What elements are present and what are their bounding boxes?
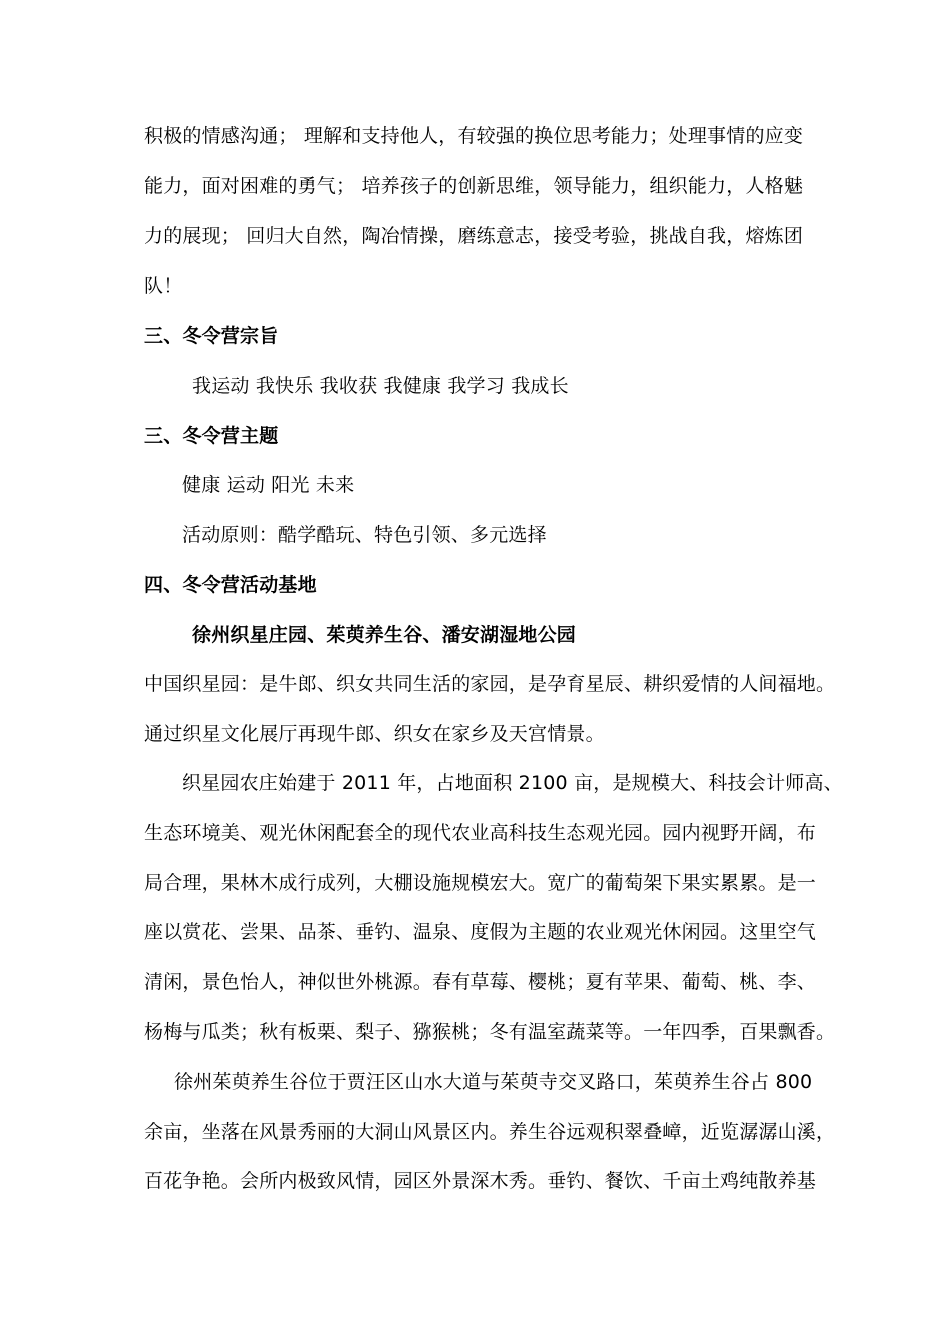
activity-principle: 活动原则：酷学酷玩、特色引领、多元选择 xyxy=(182,524,547,546)
base-line-4: 生态环境美、观光休闲配套全的现代农业高科技生态观光园。园内视野开阔，布 xyxy=(144,822,817,844)
theme-text: 健康 运动 阳光 未来 xyxy=(182,474,355,496)
base-line-7: 清闲，景色怡人，神似世外桃源。春有草莓、樱桃；夏有苹果、葡萄、桃、李、 xyxy=(144,971,817,993)
base-line-2: 通过织星文化展厅再现牛郎、织女在家乡及天宫情景。 xyxy=(144,723,605,745)
base-line-11: 百花争艳。会所内极致风情，园区外景深木秀。垂钓、餐饮、千亩土鸡纯散养基 xyxy=(144,1170,817,1192)
intro-line-1: 积极的情感沟通； 理解和支持他人，有较强的换位思考能力；处理事情的应变 xyxy=(144,125,804,147)
theme-heading: 三、冬令营主题 xyxy=(144,425,279,447)
intro-line-2: 能力，面对困难的勇气； 培养孩子的创新思维，领导能力，组织能力，人格魅 xyxy=(144,175,804,197)
base-line-5: 局合理，果林木成行成列，大棚设施规模宏大。宽广的葡萄架下果实累累。是一 xyxy=(144,872,817,894)
base-line-10: 余亩，坐落在风景秀丽的大洞山风景区内。养生谷远观积翠叠嶂，近览潺潺山溪， xyxy=(144,1121,836,1143)
base-subheading: 徐州织星庄园、茱萸养生谷、潘安湖湿地公园 xyxy=(192,624,577,646)
base-heading: 四、冬令营活动基地 xyxy=(144,574,317,596)
purpose-text: 我运动 我快乐 我收获 我健康 我学习 我成长 xyxy=(192,375,569,397)
purpose-heading: 三、冬令营宗旨 xyxy=(144,325,279,347)
intro-line-4: 队！ xyxy=(144,275,183,297)
base-line-3: 织星园农庄始建于 2011 年，占地面积 2100 亩，是规模大、科技会计师高、 xyxy=(182,772,843,794)
base-line-9: 徐州茱萸养生谷位于贾汪区山水大道与茱萸寺交叉路口，茱萸养生谷占 800 xyxy=(174,1071,813,1093)
base-line-1: 中国织星园：是牛郎、织女共同生活的家园，是孕育星辰、耕织爱情的人间福地。 xyxy=(144,673,836,695)
base-line-8: 杨梅与瓜类；秋有板栗、梨子、猕猴桃；冬有温室蔬菜等。一年四季，百果飘香。 xyxy=(144,1021,836,1043)
intro-line-3: 力的展现； 回归大自然，陶冶情操，磨练意志，接受考验，挑战自我，熔炼团 xyxy=(144,225,804,247)
base-line-6: 座以赏花、尝果、品茶、垂钓、温泉、度假为主题的农业观光休闲园。这里空气 xyxy=(144,921,817,943)
